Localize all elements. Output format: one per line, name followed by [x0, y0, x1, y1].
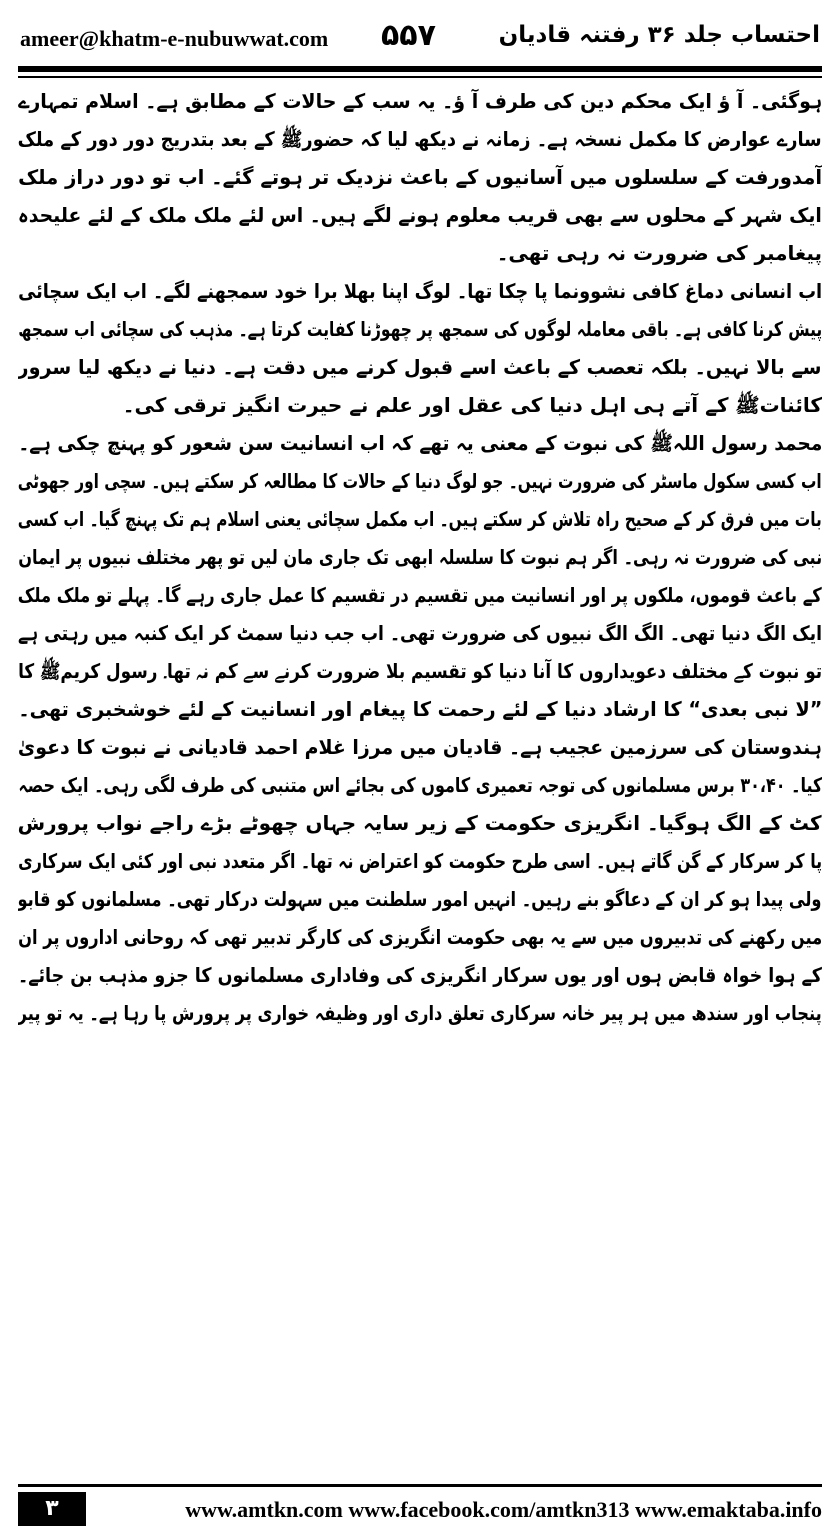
- text-line: سارے عوارض کا مکمل نسخہ ہے۔ زمانہ نے دیکھ لیا کہ حضورﷺ کے بعد بتدریج دور دور کے ملک: [18, 127, 822, 151]
- text-line: ایک شہر کے محلوں سے بھی قریب معلوم ہونے لگے ہیں۔ اس لئے ملک ملک کے لئے علیحدہ: [18, 203, 822, 227]
- text-line: نبی کی ضرورت نہ رہی۔ اگر ہم نبوت کا سلسلہ ابھی تک جاری مان لیں تو پھر مختلف نبیوں پر ایمان: [18, 545, 822, 569]
- text-line: کائناتﷺ کے آتے ہی اہل دنیا کی عقل اور علم نے حیرت انگیز ترقی کی۔: [122, 393, 822, 417]
- text-line: ولی پیدا ہو کر ان کے دعاگو بنے رہیں۔ انہیں امور سلطنت میں سہولت درکار تھی۔ مسلمانوں کو قابو: [18, 887, 822, 911]
- text-line: ایک الگ دنیا تھی۔ الگ الگ نبیوں کی ضرورت تھی۔ اب جب دنیا سمٹ کر ایک کنبہ میں رہتی ہے: [18, 621, 822, 645]
- text-line: کیا۔ ۳۰،۴۰ برس مسلمانوں کی توجہ تعمیری کاموں کی بجائے اس متنبی کی طرف لگی رہی۔ ایک حصہ: [18, 773, 822, 797]
- text-line: پا کر سرکار کے گن گاتے ہیں۔ اسی طرح حکومت کو اعتراض نہ تھا۔ اگر متعدد نبی اور کئی ایک سرکاری: [18, 849, 822, 873]
- text-line: ہوگئی۔ آ ؤ ایک محکم دین کی طرف آ ؤ۔ یہ سب کے حالات کے مطابق ہے۔ اسلام تمہارے: [18, 89, 822, 113]
- footer-rule: [18, 1484, 822, 1487]
- page-header: [18, 14, 822, 64]
- text-line: تو نبوت کے مختلف دعویداروں کا آنا دنیا کو تقسیم بلا ضرورت کرنے سے کم نہ تھا۔ رسول کریمﷺ کا: [18, 659, 822, 683]
- text-line: اب کسی سکول ماسٹر کی ضرورت نہیں۔ جو لوگ دنیا کے حالات کا مطالعہ کر سکتے ہیں۔ سچی اور جھوٹی: [18, 469, 822, 493]
- text-line: پیغامبر کی ضرورت نہ رہی تھی۔: [496, 241, 822, 265]
- text-line: ہندوستان کی سرزمین عجیب ہے۔ قادیان میں مرزا غلام احمد قادیانی نے نبوت کا دعویٰ: [18, 735, 822, 759]
- text-line: کے باعث قوموں، ملکوں پر اور انسانیت میں تقسیم در تقسیم کا عمل جاری رہے گا۔ پہلے تو ملک ملک: [18, 583, 822, 607]
- text-line: سے بالا نہیں۔ بلکہ تعصب کے باعث اسے قبول کرنے میں دقت ہے۔ دنیا نے دیکھ لیا سرور: [18, 355, 822, 379]
- text-line: پیش کرنا کافی ہے۔ باقی معاملہ لوگوں کی سمجھ پر چھوڑنا کفایت کرتا ہے۔ مذہب کی سچائی اب سمجھ: [18, 317, 822, 341]
- body-text: [18, 82, 822, 1448]
- footer-page-box: ۳: [18, 1492, 86, 1526]
- header-rule-thick: [18, 66, 822, 72]
- text-line: میں رکھنے کی تدبیروں میں سے یہ بھی حکومت انگریزی کی کارگر تدبیر تھی کہ روحانی اداروں پر ان: [18, 925, 822, 949]
- text-line: آمدورفت کے سلسلوں میں آسانیوں کے باعث نزدیک تر ہوتے گئے۔ اب تو دور دراز ملک: [18, 165, 822, 189]
- text-line: بات میں فرق کر کے صحیح راہ تلاش کر سکتے ہیں۔ اب مکمل سچائی یعنی اسلام ہم تک پہنچ گیا۔ اب کسی: [18, 507, 822, 531]
- text-line: کٹ کے الگ ہوگیا۔ انگریزی حکومت کے زیر سایہ جہاں چھوٹے بڑے راجے نواب پرورش: [18, 811, 822, 835]
- header-rule-thin: [18, 76, 822, 78]
- text-line: ”لا نبی بعدی“ کا ارشاد دنیا کے لئے رحمت کا پیغام اور انسانیت کے لئے خوشخبری تھی۔: [18, 697, 822, 721]
- text-line: کے ہوا خواہ قابض ہوں اور یوں سرکار انگریزی کی وفاداری مسلمانوں کا جزو مذہب بن جائے۔: [18, 963, 822, 987]
- text-line: اب انسانی دماغ کافی نشوونما پا چکا تھا۔ لوگ اپنا بھلا برا خود سمجھنے لگے۔ اب ایک سچائی: [18, 279, 822, 303]
- text-line: محمد رسول اللہﷺ کی نبوت کے معنی یہ تھے کہ اب انسانیت سن شعور کو پہنچ چکی ہے۔: [18, 431, 822, 455]
- page-footer: [18, 1484, 822, 1530]
- header-page-number: ۵۵۷: [381, 18, 436, 53]
- text-line: پنجاب اور سندھ میں ہر پیر خانہ سرکاری تعلق داری اور وظیفہ خواری پر پرورش پا رہا ہے۔ یہ تو پیر: [18, 1001, 822, 1025]
- header-email: ameer@khatm-e-nubuwwat.com: [20, 26, 329, 51]
- footer-links: www.amtkn.com www.facebook.com/amtkn313 www.emaktaba.info: [185, 1497, 822, 1522]
- header-title: احتساب جلد ۳۶ رفتنہ قادیان: [498, 22, 820, 48]
